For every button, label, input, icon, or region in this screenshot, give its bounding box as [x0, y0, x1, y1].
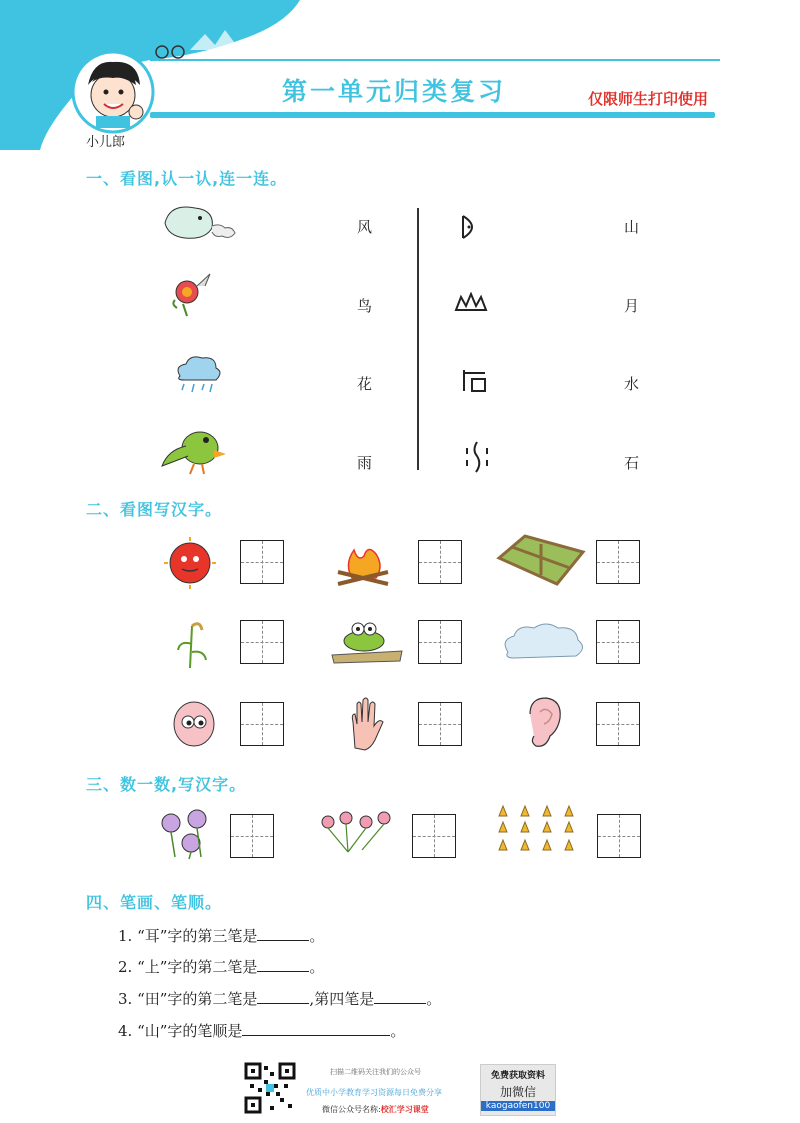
section-4-title: 四、笔画、笔顺。 — [86, 893, 223, 912]
section-1-title: 一、看图,认一认,连一连。 — [86, 169, 288, 188]
section-2-title: 二、看图写汉字。 — [86, 500, 223, 519]
water-glyph-icon — [462, 440, 492, 474]
grain-picture-icon — [170, 614, 214, 670]
answer-blank[interactable] — [242, 1021, 390, 1036]
question-3: 3. “田”字的第二笔是 ,第四笔是 。 — [118, 990, 442, 1008]
field-picture-icon — [495, 530, 587, 590]
bird-flower-picture-icon — [165, 266, 220, 318]
cloud-picture-icon — [498, 618, 588, 664]
writing-box[interactable] — [230, 814, 274, 858]
writing-box[interactable] — [597, 814, 641, 858]
writing-box[interactable] — [240, 540, 284, 584]
char-feng: 风 — [357, 218, 373, 236]
answer-blank[interactable] — [374, 989, 426, 1004]
account-line: 微信公众号名称:校汇学习课堂 — [322, 1105, 429, 1114]
print-notice: 仅限师生打印使用 — [588, 90, 709, 108]
char-niao: 鸟 — [357, 297, 373, 315]
char-hua: 花 — [357, 375, 373, 393]
page-title: 第一单元归类复习 — [282, 77, 507, 106]
char-shi: 石 — [624, 454, 640, 472]
section-3-title: 三、数一数,写汉字。 — [86, 775, 247, 794]
section-1-divider — [417, 208, 419, 470]
rain-picture-icon — [172, 352, 224, 398]
char-yue: 月 — [624, 297, 640, 315]
bird-picture-icon — [158, 420, 233, 476]
sun-picture-icon — [160, 535, 222, 591]
share-text: 优质中小学教育学习资源每日免费分享 — [306, 1088, 442, 1097]
question-1: 1. “耳”字的第三笔是 。 — [118, 927, 325, 945]
four-flowers-picture-icon — [318, 808, 394, 856]
mascot-name: 小儿郎 — [86, 135, 126, 150]
answer-blank[interactable] — [257, 957, 309, 972]
mountain-glyph-icon — [453, 292, 489, 314]
free-materials-text: 免费获取资料 — [490, 1071, 545, 1081]
char-shan: 山 — [624, 218, 640, 236]
char-yu: 雨 — [357, 454, 373, 472]
moon-glyph-icon — [455, 213, 483, 241]
writing-box[interactable] — [596, 620, 640, 664]
three-flowers-picture-icon — [157, 805, 223, 861]
writing-box[interactable] — [418, 702, 462, 746]
ear-picture-icon — [520, 694, 566, 752]
writing-box[interactable] — [240, 702, 284, 746]
answer-blank[interactable] — [257, 989, 309, 1004]
question-2: 2. “上”字的第二笔是 。 — [118, 958, 325, 976]
fire-picture-icon — [332, 540, 394, 588]
eight-leaves-picture-icon — [493, 802, 583, 864]
writing-box[interactable] — [240, 620, 284, 664]
hand-picture-icon — [345, 694, 387, 752]
writing-box[interactable] — [412, 814, 456, 858]
mascot-boy-icon — [68, 50, 158, 135]
writing-box[interactable] — [418, 620, 462, 664]
eye-picture-icon — [170, 700, 218, 748]
qr-code-icon[interactable] — [244, 1062, 296, 1114]
scan-qr-text: 扫描二维码关注我们的公众号 — [330, 1068, 421, 1076]
worm-picture-icon — [328, 615, 406, 667]
writing-box[interactable] — [596, 702, 640, 746]
char-shui: 水 — [624, 375, 640, 393]
wechat-id: kaogaofen100 — [481, 1101, 555, 1111]
add-wechat-text: 加微信 — [499, 1085, 536, 1099]
writing-box[interactable] — [418, 540, 462, 584]
wind-picture-icon — [160, 198, 240, 246]
question-4: 4. “山”字的笔顺是 。 — [118, 1022, 406, 1040]
wechat-promo-box[interactable] — [480, 1064, 556, 1116]
answer-blank[interactable] — [257, 926, 309, 941]
writing-box[interactable] — [596, 540, 640, 584]
stone-glyph-icon — [460, 367, 490, 395]
